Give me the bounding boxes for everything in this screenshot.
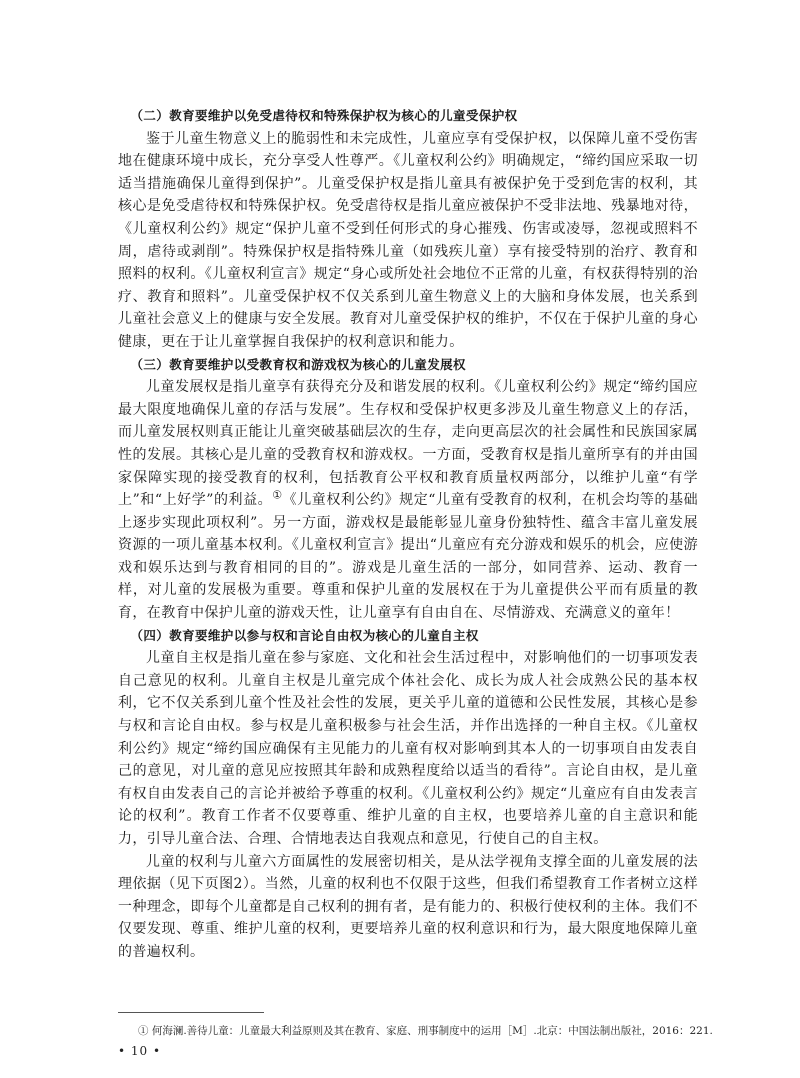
paragraph (118, 376, 698, 625)
paragraph: 儿童的权利与儿童六方面属性的发展密切相关，是从法学视角支撑全面的儿童发展的法理依据（见下页图2）。当然，儿童的权利也不仅限于这些，但我们希望教育工作者树立这样一种理念，即每个儿童都是自己权利的拥有者，是有能力的、积极行使权利的主体。我们不仅要发现、尊重、维护儿童的权利，更要培养儿童的权利意识和行为，最大限度地保障儿童的普遍权利。 (118, 853, 698, 960)
footnote-marker[interactable]: ① (272, 488, 283, 502)
paragraph: 儿童自主权是指儿童在参与家庭、文化和社会生活过程中，对影响他们的一切事项发表自己意见的权利。儿童自主权是儿童完成个体社会化、成长为成人社会成熟公民的基本权利，它不仅关系到儿童个性及社会性的发展，更关乎儿童的道德和公民性发展，其核心是参与权和言论自由权。参与权是儿童积极参与社会生活，并作出选择的一种自主权。《儿童权利公约》规定“缔约国应确保有主见能力的儿童有权对影响到其本人的一切事项自由发表自己的意见，对儿童的意见应按照其年龄和成熟程度给以适当的看待”。言论自由权，是儿童有权自由发表自己的言论并被给予尊重的权利。《儿童权利公约》规定“儿童应有自由发表言论的权利”。教育工作者不仅要尊重、维护儿童的自主权，也要培养儿童的自主意识和能力，引导儿童合法、合理、合情地表达自我观点和意见，行使自己的自主权。 (118, 650, 698, 847)
footnote-divider (118, 1012, 264, 1013)
section-heading-3: （三）教育要维护以受教育权和游戏权为核心的儿童发展权 (130, 356, 466, 372)
paragraph-text: 《儿童权利公约》规定“儿童有受教育的权利，在机会均等的基础上逐步实现此项权利”。另一方面，游戏权是最能彰显儿童身份独特性、蕴含丰富儿童发展资源的一项儿童基本权利。《儿童权利宣言》提出“儿童应有充分游戏和娱乐的机会，应使游戏和娱乐达到与教育相同的目的”。游戏是儿童生活的一部分，如同营养、运动、教育一样，对儿童的发展极为重要。尊重和保护儿童的发展权在于为儿童提供公平而有质量的教育，在教育中保护儿童的游戏天性，让儿童享有自由自在、尽情游戏、充满意义的童年！ (118, 492, 698, 622)
body-text (118, 105, 698, 964)
section-heading-4: （四）教育要维护以参与权和言论自由权为核心的儿童自主权 (130, 627, 479, 643)
section-heading-2: （二）教育要维护以免受虐待权和特殊保护权为核心的儿童受保护权 (130, 108, 518, 123)
paragraph: 鉴于儿童生物意义上的脆弱性和未完成性，儿童应享有受保护权，以保障儿童不受伤害地在健康环境中成长，充分享受人性尊严。《儿童权利公约》明确规定，“缔约国应采取一切适当措施确保儿童得到保护”。儿童受保护权是指儿童具有被保护免于受到危害的权利，其核心是免受虐待权和特殊保护权。免受虐待权是指儿童应被保护不受非法地、残暴地对待，《儿童权利公约》规定“保护儿童不受到任何形式的身心摧残、伤害或凌辱，忽视或照料不周，虐待或剥削”。特殊保护权是指特殊儿童（如残疾儿童）享有接受特别的治疗、教育和照料的权利。《儿童权利宣言》规定“身心或所处社会地位不正常的儿童，有权获得特别的治疗、教育和照料”。儿童受保护权不仅关系到儿童生物意义上的大脑和身体发展，也关系到儿童社会意义上的健康与安全发展。教育对儿童受保护权的维护，不仅在于保护儿童的身心健康，更在于让儿童掌握自我保护的权利意识和能力。 (118, 130, 698, 350)
footnote: ① 何海澜.善待儿童：儿童最大利益原则及其在教育、家庭、刑事制度中的运用［M］.北京：中国法制出版社，2016：221. (138, 1025, 713, 1037)
paragraph-text: 儿童发展权是指儿童享有获得充分及和谐发展的权利。《儿童权利公约》规定“缔约国应最大限度地确保儿童的存活与发展”。生存权和受保护权更多涉及儿童生物意义上的存活，而儿童发展权则真正能让儿童突破基础层次的生存，走向更高层次的社会属性和民族国家属性的发展。其核心是儿童的受教育权和游戏权。一方面，受教育权是指儿童所享有的并由国家保障实现的接受教育的权利，包括教育公平权和教育质量权两部分，以维护儿童“有学上”和“上好学”的利益。 (118, 379, 698, 509)
page-number: • 10 • (118, 1044, 162, 1058)
